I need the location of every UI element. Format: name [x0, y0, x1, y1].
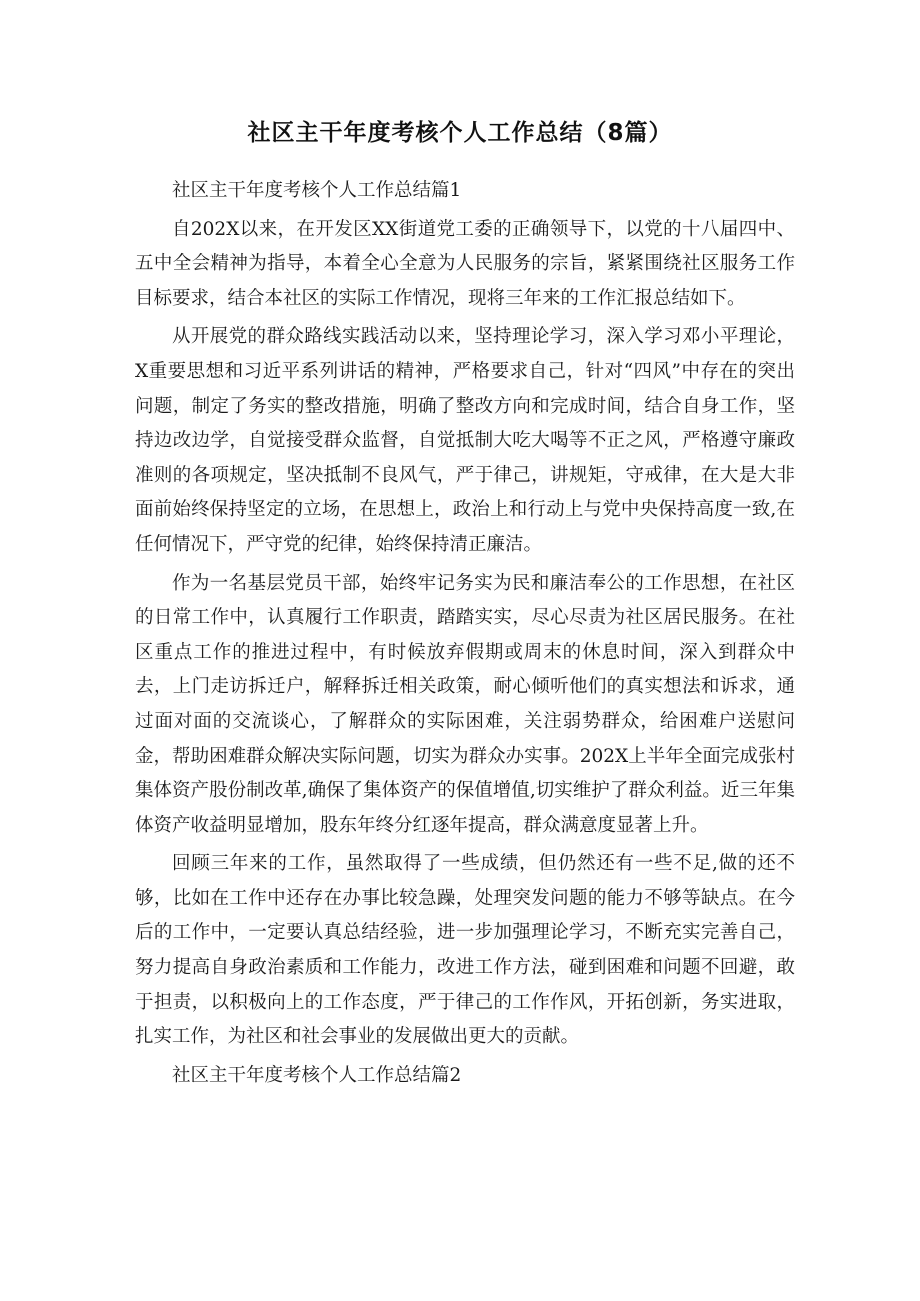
body-paragraph: 从开展党的群众路线实践活动以来，坚持理论学习，深入学习邓小平理论，X重要思想和习近平系列讲话的精神，严格要求自己，针对“四风”中存在的突出问题，制定了务实的整改措施，明确了整改方向和完成时间，结合自身工作，坚持边改边学，自觉接受群众监督，自觉抵制大吃大喝等不正之风，严格遵守廉政准则的各项规定，坚决抵制不良风气，严于律己，讲规矩，守戒律，在大是大非面前始终保持坚定的立场，在思想上，政治上和行动上与党中央保持高度一致,在任何情况下，严守党的纪律，始终保持清正廉洁。	[135, 326, 795, 555]
document-body	[135, 174, 795, 1093]
section-heading-2: 社区主干年度考核个人工作总结篇2	[172, 1064, 462, 1086]
section-heading-1: 社区主干年度考核个人工作总结篇1	[172, 180, 462, 201]
document-title: 社区主干年度考核个人工作总结（8篇）	[247, 120, 673, 146]
body-paragraph: 回顾三年来的工作，虽然取得了一些成绩，但仍然还有一些不足,做的还不够，比如在工作中还存在办事比较急躁，处理突发问题的能力不够等缺点。在今后的工作中，一定要认真总结经验，进一步加强理论学习，不断充实完善自己，努力提高自身政治素质和工作能力，改进工作方法，碰到困难和问题不回避，敢于担责，以积极向上的工作态度，严于律己的工作作风，开拓创新，务实进取，扎实工作，为社区和社会事业的发展做出更大的贡献。	[135, 853, 795, 1048]
body-paragraph: 自202X以来，在开发区XX街道党工委的正确领导下，以党的十八届四中、五中全会精神为指导，本着全心全意为人民服务的宗旨，紧紧围绕社区服务工作目标要求，结合本社区的实际工作情况，现将三年来的工作汇报总结如下。	[135, 218, 795, 309]
body-paragraph: 作为一名基层党员干部，始终牢记务实为民和廉洁奉公的工作思想，在社区的日常工作中，认真履行工作职责，踏踏实实，尽心尽责为社区居民服务。在社区重点工作的推进过程中，有时候放弃假期或周末的休息时间，深入到群众中去，上门走访拆迁户，解释拆迁相关政策，耐心倾听他们的真实想法和诉求，通过面对面的交流谈心，了解群众的实际困难，关注弱势群众，给困难户送慰问金，帮助困难群众解决实际问题，切实为群众办实事。202X上半年全面完成张村集体资产股份制改革,确保了集体资产的保值增值,切实维护了群众利益。近三年集体资产收益明显增加，股东年终分红逐年提高，群众满意度显著上升。	[135, 572, 795, 836]
